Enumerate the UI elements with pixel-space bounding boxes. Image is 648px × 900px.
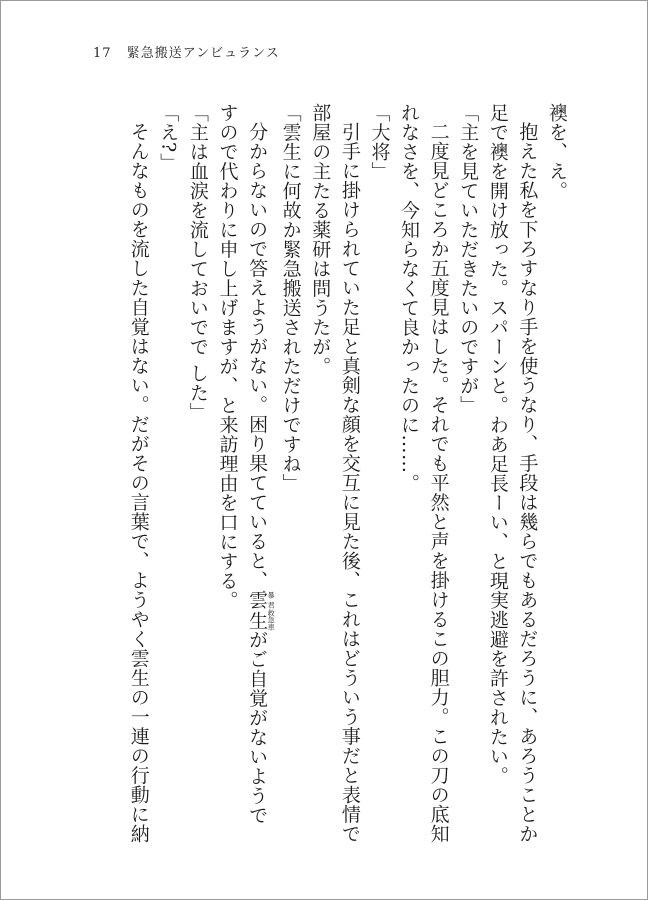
text-line-7: 「大将」 (368, 103, 391, 181)
text-line-4: 「主を見ていただきたいのですが」 (457, 103, 480, 415)
text-line-3: 足で襖を開け放った。スパーンと。わあ足長ーい、と現実逃避を許されたい。 (486, 103, 509, 786)
ruby-annotation-1: 暴君 (267, 590, 276, 610)
vertical-body-text (81, 103, 571, 843)
text-line-1: 襖を、え。 (546, 103, 568, 201)
text-line-6: れなさを、今知らなくて良かったのに……。 (398, 103, 421, 493)
text-line-8: 引手に掛けられていた足と真剣な顔を交互に見た後、これはどういう事だと表情で (338, 122, 361, 843)
text-line-15: そんなものを流した自覚はない。だがその言葉で、ようやく雲生の一連の行動に納 (127, 122, 150, 843)
ruby-sei (246, 609, 276, 631)
text-line-12: すので代わりに申し上げますが、と来訪理由を口にする。 (216, 103, 239, 610)
text-line-5: 二度見どころか五度見はした。それでも平然と声を掛けるこの胆力。この刀の底知 (427, 122, 450, 843)
ruby-line-after: がご自覚がないようで (246, 629, 269, 825)
text-line-9: 部屋の主たる薬研は問うたが。 (309, 103, 332, 376)
running-header (93, 42, 280, 61)
ruby-base-un: 雲 (246, 590, 269, 610)
text-line-14: 「え?」 (157, 103, 180, 173)
ruby-base-sei: 生 (246, 609, 269, 631)
text-line-11-ruby (241, 103, 275, 843)
ruby-annotation-2: 救急車 (267, 609, 276, 631)
text-line-10: 「雲生に何故か緊急搬送されただけですね」 (279, 103, 302, 493)
text-line-13: 「主は血涙を流しておいでで した」 (186, 103, 209, 422)
ruby-line-before: 分からないので答えようがない。困り果てていると、 (246, 122, 269, 590)
text-line-2: 抱えた私を下ろすなり手を使うなり、手段は幾らでもあるだろうに、あろうことか (516, 122, 539, 843)
page-number: 17 (93, 46, 112, 61)
chapter-title: 緊急搬送アンビュランス (126, 46, 280, 61)
ruby-un (246, 590, 276, 610)
